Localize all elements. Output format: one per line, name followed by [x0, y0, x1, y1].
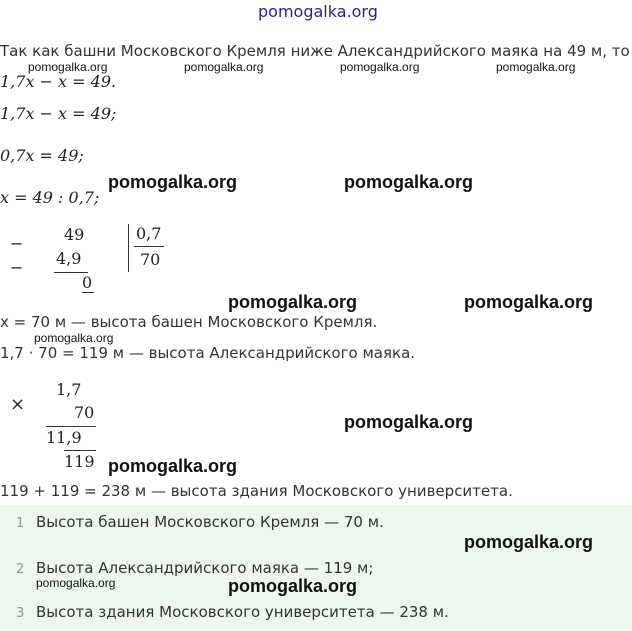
division-minus-sign: −: [10, 258, 24, 277]
division-divisor: 0,7: [136, 224, 162, 243]
watermark: pomogalka.org: [344, 172, 474, 192]
answer-number: 3: [16, 606, 25, 621]
division-subtrahend: 4,9: [56, 249, 82, 268]
watermark: pomogalka.org: [464, 532, 594, 552]
equation-1: 1,7x − x = 49.: [0, 72, 117, 91]
result-university: 119 + 119 = 238 м — высота здания Московского университета.: [0, 482, 513, 500]
answer-3: Высота здания Московского университета — 238 м.: [36, 603, 449, 621]
division-bar: [128, 224, 129, 272]
partial-underline: [64, 450, 96, 451]
watermark: pomogalka.org: [36, 576, 116, 590]
result-kremlin: x = 70 м — высота башен Московского Кремля.: [0, 313, 378, 331]
equation-2: 1,7x − x = 49;: [0, 104, 117, 123]
division-remainder: 0: [82, 273, 93, 292]
equation-3: 0,7x = 49;: [0, 146, 84, 165]
watermark: pomogalka.org: [344, 412, 474, 432]
watermark: pomogalka.org: [184, 60, 264, 74]
answer-number: 2: [16, 562, 25, 577]
multiplication-sign: ×: [10, 394, 26, 415]
answer-1: Высота башен Московского Кремля — 70 м.: [36, 513, 384, 531]
division-dividend: 49: [64, 225, 85, 244]
division-minus-sign: −: [10, 234, 24, 253]
remainder-underline: [82, 292, 94, 293]
watermark: pomogalka.org: [28, 60, 108, 74]
watermark: pomogalka.org: [228, 292, 358, 312]
watermark: pomogalka.org: [108, 172, 238, 192]
watermark: pomogalka.org: [108, 456, 238, 476]
multiplication-product: 119: [64, 452, 95, 471]
intro-text: Так как башни Московского Кремля ниже Александрийского маяка на 49 м, то: [0, 42, 630, 60]
multiplication-factor-2: 70: [74, 403, 95, 422]
multiplication-factor-1: 1,7: [56, 380, 82, 399]
multiplication-partial: 11,9: [46, 428, 82, 447]
watermark: pomogalka.org: [228, 576, 358, 596]
watermark: pomogalka.org: [34, 331, 114, 345]
answer-number: 1: [16, 516, 25, 531]
watermark: pomogalka.org: [496, 60, 576, 74]
watermark: pomogalka.org: [340, 60, 420, 74]
site-title: pomogalka.org: [258, 2, 378, 21]
multiplication-underline: [46, 426, 96, 427]
answer-2: Высота Александрийского маяка — 119 м;: [36, 559, 374, 577]
result-lighthouse: 1,7 · 70 = 119 м — высота Александрийского маяка.: [0, 344, 416, 362]
watermark: pomogalka.org: [464, 292, 594, 312]
division-quotient: 70: [140, 250, 161, 269]
equation-4: x = 49 : 0,7;: [0, 188, 100, 207]
divisor-underline: [134, 246, 164, 247]
